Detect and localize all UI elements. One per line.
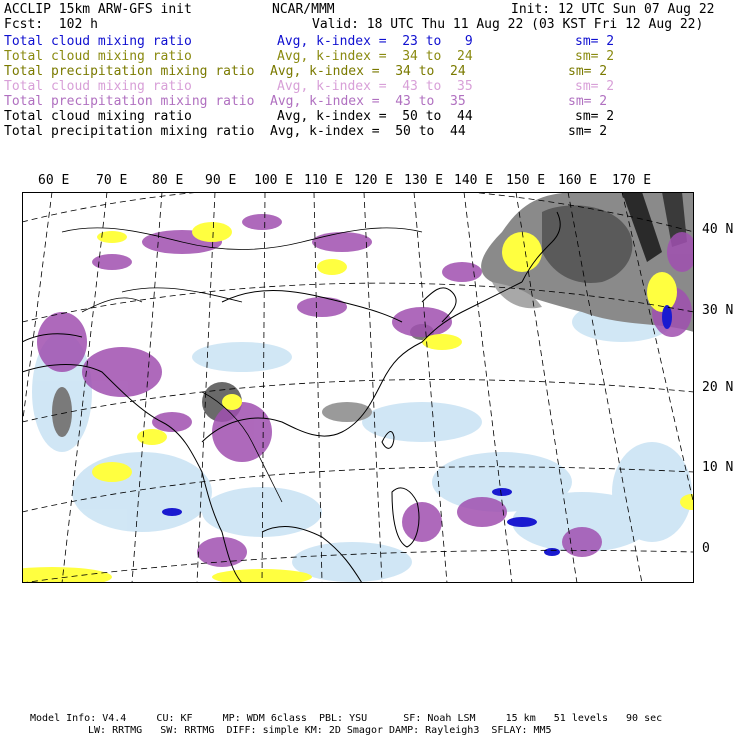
lat-label: 0 — [702, 541, 710, 556]
lat-label: 30 N — [702, 303, 734, 318]
field-5-name: Total cloud mixing ratio — [4, 109, 192, 124]
lon-label: 120 E — [354, 173, 394, 188]
lon-label: 170 E — [612, 173, 652, 188]
lon-label: 110 E — [304, 173, 344, 188]
lon-label: 90 E — [205, 173, 237, 188]
lon-label: 80 E — [152, 173, 184, 188]
valid-time: Valid: 18 UTC Thu 11 Aug 22 (03 KST Fri 12 Aug 22) — [312, 17, 704, 32]
lon-label: 130 E — [404, 173, 444, 188]
lat-label: 20 N — [702, 380, 734, 395]
lon-label: 140 E — [454, 173, 494, 188]
model-title: ACCLIP 15km ARW-GFS init — [4, 2, 192, 17]
field-6-name: Total precipitation mixing ratio — [4, 124, 255, 139]
lon-label: 70 E — [96, 173, 128, 188]
lon-label: 100 E — [254, 173, 294, 188]
model-info-line2: LW: RRTMG SW: RRTMG DIFF: simple KM: 2D Smagor DAMP: Rayleigh3 SFLAY: MM5 — [88, 725, 552, 736]
lon-label: 60 E — [38, 173, 70, 188]
init-time: Init: 12 UTC Sun 07 Aug 22 — [511, 2, 715, 17]
field-3-sm: sm= 2 — [575, 79, 615, 94]
lon-label: 160 E — [558, 173, 598, 188]
field-4-sm: sm= 2 — [568, 94, 608, 109]
field-6-stat: Avg, k-index = 50 to 44 — [270, 124, 466, 139]
field-2-sm: sm= 2 — [568, 64, 608, 79]
lat-label: 10 N — [702, 460, 734, 475]
field-0-stat: Avg, k-index = 23 to 9 — [277, 34, 473, 49]
lon-label: 150 E — [506, 173, 546, 188]
field-5-sm: sm= 2 — [575, 109, 615, 124]
field-1-name: Total cloud mixing ratio — [4, 49, 192, 64]
field-4-stat: Avg, k-index = 43 to 35 — [270, 94, 466, 109]
field-4-name: Total precipitation mixing ratio — [4, 94, 255, 109]
org-label: NCAR/MMM — [272, 2, 335, 17]
field-2-stat: Avg, k-index = 34 to 24 — [270, 64, 466, 79]
field-3-name: Total cloud mixing ratio — [4, 79, 192, 94]
field-1-sm: sm= 2 — [575, 49, 615, 64]
field-0-name: Total cloud mixing ratio — [4, 34, 192, 49]
field-2-name: Total precipitation mixing ratio — [4, 64, 255, 79]
field-3-stat: Avg, k-index = 43 to 35 — [277, 79, 473, 94]
field-1-stat: Avg, k-index = 34 to 24 — [277, 49, 473, 64]
model-info-line1: Model Info: V4.4 CU: KF MP: WDM 6class PBL: YSU SF: Noah LSM 15 km 51 levels 90 sec — [30, 713, 663, 724]
forecast-hour: Fcst: 102 h — [4, 17, 98, 32]
field-5-stat: Avg, k-index = 50 to 44 — [277, 109, 473, 124]
field-0-sm: sm= 2 — [575, 34, 615, 49]
weather-map — [22, 192, 694, 583]
field-6-sm: sm= 2 — [568, 124, 608, 139]
lat-label: 40 N — [702, 222, 734, 237]
